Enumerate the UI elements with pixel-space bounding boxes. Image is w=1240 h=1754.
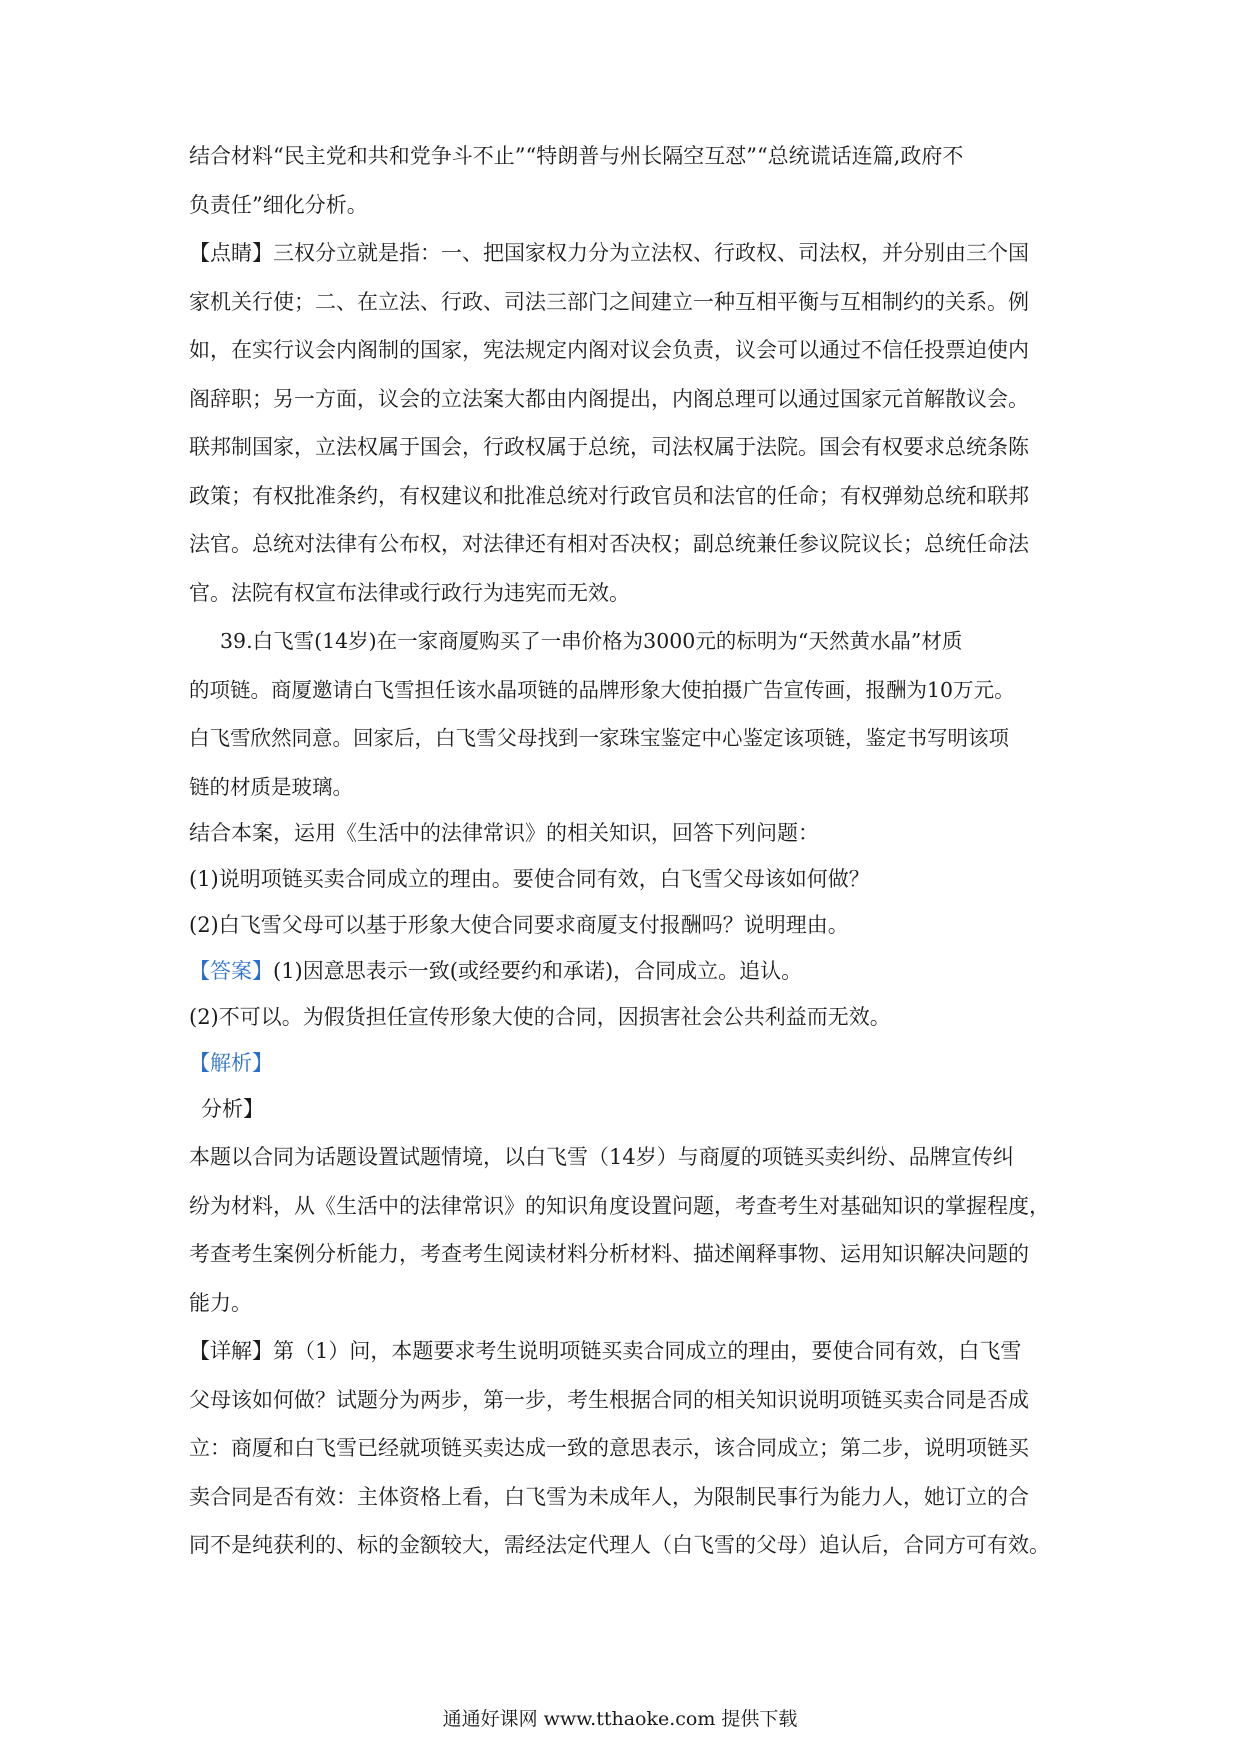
text-line: 同不是纯获利的、标的金额较大，需经法定代理人（白飞雪的父母）追认后，合同方可有效。 [189,1533,1050,1557]
text-line: 本题以合同为话题设置试题情境，以白飞雪（14岁）与商厦的项链买卖纠纷、品牌宣传纠 [189,1145,1014,1169]
question-prompts [189,810,1061,948]
answer-label: 【答案】 [189,959,273,983]
page-footer: 通通好课网 www.tthaoke.com 提供下载 [442,1708,798,1730]
text-line: 家机关行使；二、在立法、行政、司法三部门之间建立一种互相平衡与互相制约的关系。例 [189,289,1029,314]
text-line: 考查考生案例分析能力，考查考生阅读材料分析材料、描述阐释事物、运用知识解决问题的 [189,1242,1029,1266]
text-line: 官。法院有权宣布法律或行政行为违宪而无效。 [189,580,630,605]
dianjing-label: 【点睛】 [189,241,273,265]
text-line: 39.白飞雪(14岁)在一家商厦购买了一串价格为3000元的标明为“天然黄水晶”材质 [220,629,963,653]
text-line: 链的材质是玻璃。 [189,774,353,799]
dianjing-paragraph [189,229,1061,617]
text-line: 如，在实行议会内阁制的国家，宪法规定内阁对议会负责，议会可以通过不信任投票迫使内 [189,338,1029,362]
text-line: 第（1）问，本题要求考生说明项链买卖合同成立的理由，要使合同有效，白飞雪 [273,1339,1022,1363]
text-line: 父母该如何做？试题分为两步，第一步，考生根据合同的相关知识说明项链买卖合同是否成 [189,1387,1029,1412]
xiangjie-paragraph [189,1327,1061,1570]
fenxi-label: 分析】 [201,1097,264,1121]
jiexi-label: 【解析】 [189,1051,273,1075]
text-line: 政策；有权批准条约，有权建议和批准总统对行政官员和法官的任命；有权弹劾总统和联邦 [189,483,1029,508]
text-line: 联邦制国家，立法权属于国会，行政权属于总统，司法权属于法院。国会有权要求总统条陈 [189,435,1029,459]
answer-line-2: (2)不可以。为假货担任宣传形象大使的合同，因损害社会公共利益而无效。 [189,1005,891,1029]
section1-paragraph [189,132,1061,229]
answer-line-1: (1)因意思表示一致(或经要约和承诺)，合同成立。追认。 [273,959,803,983]
text-line: 卖合同是否有效：主体资格上看，白飞雪为未成年人，为限制民事行为能力人，她订立的合 [189,1484,1029,1509]
text-line: 的项链。商厦邀请白飞雪担任该水晶项链的品牌形象大使拍摄广告宣传画，报酬为10万元。 [189,677,1015,702]
text-line: 白飞雪欣然同意。回家后，白飞雪父母找到一家珠宝鉴定中心鉴定该项链，鉴定书写明该项 [189,726,1009,750]
answer-section [189,948,1061,1132]
text-line: 立：商厦和白飞雪已经就项链买卖达成一致的意思表示，该合同成立；第二步，说明项链买 [189,1436,1029,1460]
text-line: 阁辞职；另一方面，议会的立法案大都由内阁提出，内阁总理可以通过国家元首解散议会。 [189,386,1029,411]
sub-question-2: (2)白飞雪父母可以基于形象大使合同要求商厦支付报酬吗？说明理由。 [189,913,849,937]
sub-question-1: (1)说明项链买卖合同成立的理由。要使合同有效，白飞雪父母该如何做？ [189,867,870,891]
text-line: 负责任”细化分析。 [189,192,368,217]
text-line: 能力。 [189,1290,252,1315]
xiangjie-label: 【详解】 [189,1339,273,1363]
analysis-paragraph [189,1133,1061,1327]
text-line: 三权分立就是指：一、把国家权力分为立法权、行政权、司法权，并分别由三个国 [273,241,1029,265]
text-line: 法官。总统对法律有公布权，对法律还有相对否决权；副总统兼任参议院议长；总统任命法 [189,532,1029,556]
question-prompt: 结合本案，运用《生活中的法律常识》的相关知识，回答下列问题： [189,821,819,845]
question-39 [189,617,1061,811]
text-line: 纷为材料，从《生活中的法律常识》的知识角度设置问题，考查考生对基础知识的掌握程度， [189,1193,1050,1218]
text-line: 结合材料“民主党和共和党争斗不止”“特朗普与州长隔空互怼”“总统谎话连篇,政府不 [189,144,964,168]
